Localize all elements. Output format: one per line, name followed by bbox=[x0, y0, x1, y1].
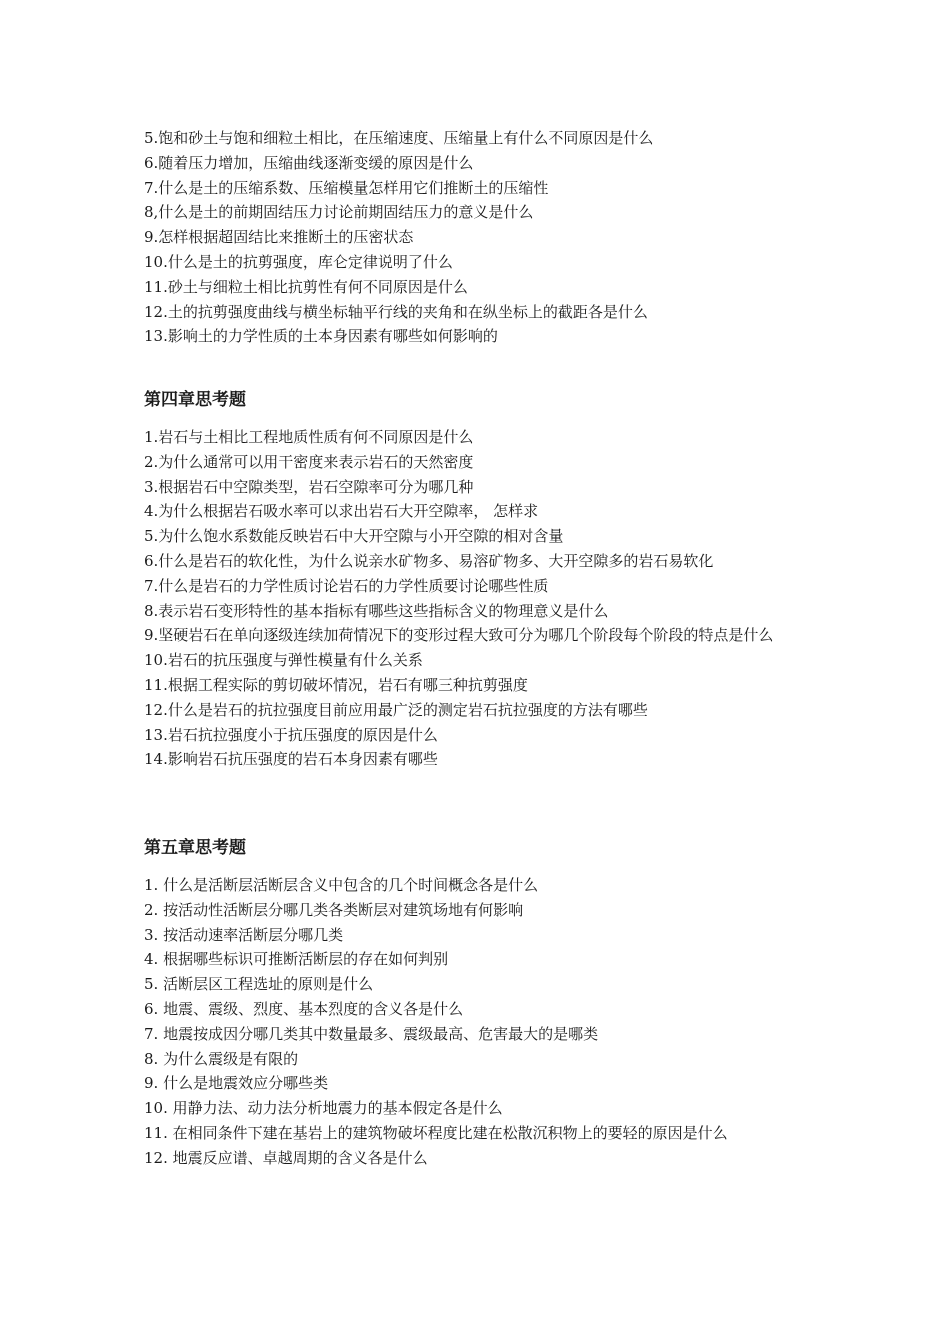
list-item: 9.坚硬岩石在单向逐级连续加荷情况下的变形过程大致可分为哪几个阶段每个阶段的特点是什么 bbox=[144, 626, 774, 645]
list-item: 4.为什么根据岩石吸水率可以求出岩石大开空隙率， 怎样求 bbox=[144, 502, 539, 521]
list-item: 11. 在相同条件下建在基岩上的建筑物破坏程度比建在松散沉积物上的要轻的原因是什么 bbox=[144, 1123, 728, 1142]
list-item: 7.什么是岩石的力学性质讨论岩石的力学性质要讨论哪些性质 bbox=[144, 576, 549, 595]
list-item: 3. 按活动速率活断层分哪几类 bbox=[144, 925, 344, 944]
list-item: 14.影响岩石抗压强度的岩石本身因素有哪些 bbox=[144, 750, 438, 769]
list-item: 6. 地震、震级、烈度、基本烈度的含义各是什么 bbox=[144, 999, 464, 1018]
list-item: 1. 什么是活断层活断层含义中包含的几个时间概念各是什么 bbox=[144, 876, 539, 894]
list-item: 4. 根据哪些标识可推断活断层的存在如何判别 bbox=[144, 950, 449, 969]
chapter4-question-list bbox=[144, 425, 824, 772]
list-item: 10.岩石的抗压强度与弹性模量有什么关系 bbox=[144, 651, 423, 670]
list-item: 12.土的抗剪强度曲线与横坐标轴平行线的夹角和在纵坐标上的截距各是什么 bbox=[144, 302, 648, 321]
chapter4-heading: 第四章思考题 bbox=[144, 390, 246, 410]
list-item: 9. 什么是地震效应分哪些类 bbox=[144, 1074, 329, 1093]
list-item: 6.随着压力增加，压缩曲线逐渐变缓的原因是什么 bbox=[144, 153, 474, 172]
list-item: 2. 按活动性活断层分哪几类各类断层对建筑场地有何影响 bbox=[144, 900, 524, 919]
list-item: 5.为什么饱水系数能反映岩石中大开空隙与小开空隙的相对含量 bbox=[144, 527, 564, 546]
list-item: 7.什么是土的压缩系数、压缩模量怎样用它们推断土的压缩性 bbox=[144, 178, 549, 197]
chapter5-question-list bbox=[144, 873, 824, 1171]
list-item: 8,什么是土的前期固结压力讨论前期固结压力的意义是什么 bbox=[144, 203, 534, 222]
list-item: 11.根据工程实际的剪切破坏情况，岩石有哪三种抗剪强度 bbox=[144, 675, 528, 694]
list-item: 2.为什么通常可以用干密度来表示岩石的天然密度 bbox=[144, 452, 474, 471]
chapter5-heading: 第五章思考题 bbox=[144, 838, 246, 858]
list-item: 8. 为什么震级是有限的 bbox=[144, 1049, 299, 1068]
list-item: 12.什么是岩石的抗拉强度目前应用最广泛的测定岩石抗拉强度的方法有哪些 bbox=[144, 700, 648, 719]
list-item: 13.影响土的力学性质的土本身因素有哪些如何影响的 bbox=[144, 327, 498, 346]
list-item: 10. 用静力法、动力法分析地震力的基本假定各是什么 bbox=[144, 1099, 503, 1118]
list-item: 10.什么是土的抗剪强度，库仑定律说明了什么 bbox=[144, 252, 453, 271]
list-item: 8.表示岩石变形特性的基本指标有哪些这些指标含义的物理意义是什么 bbox=[144, 601, 609, 620]
list-item: 3.根据岩石中空隙类型，岩石空隙率可分为哪几种 bbox=[144, 477, 474, 496]
list-item: 1.岩石与土相比工程地质性质有何不同原因是什么 bbox=[144, 428, 474, 446]
list-item: 6.什么是岩石的软化性，为什么说亲水矿物多、易溶矿物多、大开空隙多的岩石易软化 bbox=[144, 551, 714, 570]
list-item: 9.怎样根据超固结比来推断土的压密状态 bbox=[144, 228, 414, 247]
list-item: 11.砂土与细粒土相比抗剪性有何不同原因是什么 bbox=[144, 277, 468, 296]
list-item: 13.岩石抗拉强度小于抗压强度的原因是什么 bbox=[144, 725, 438, 744]
list-item: 5.饱和砂土与饱和细粒土相比，在压缩速度、压缩量上有什么不同原因是什么 bbox=[144, 129, 654, 147]
list-item: 12. 地震反应谱、卓越周期的含义各是什么 bbox=[144, 1148, 428, 1167]
chapter3-question-list bbox=[144, 126, 824, 349]
list-item: 5. 活断层区工程选址的原则是什么 bbox=[144, 975, 374, 994]
list-item: 7. 地震按成因分哪几类其中数量最多、震级最高、危害最大的是哪类 bbox=[144, 1024, 599, 1043]
